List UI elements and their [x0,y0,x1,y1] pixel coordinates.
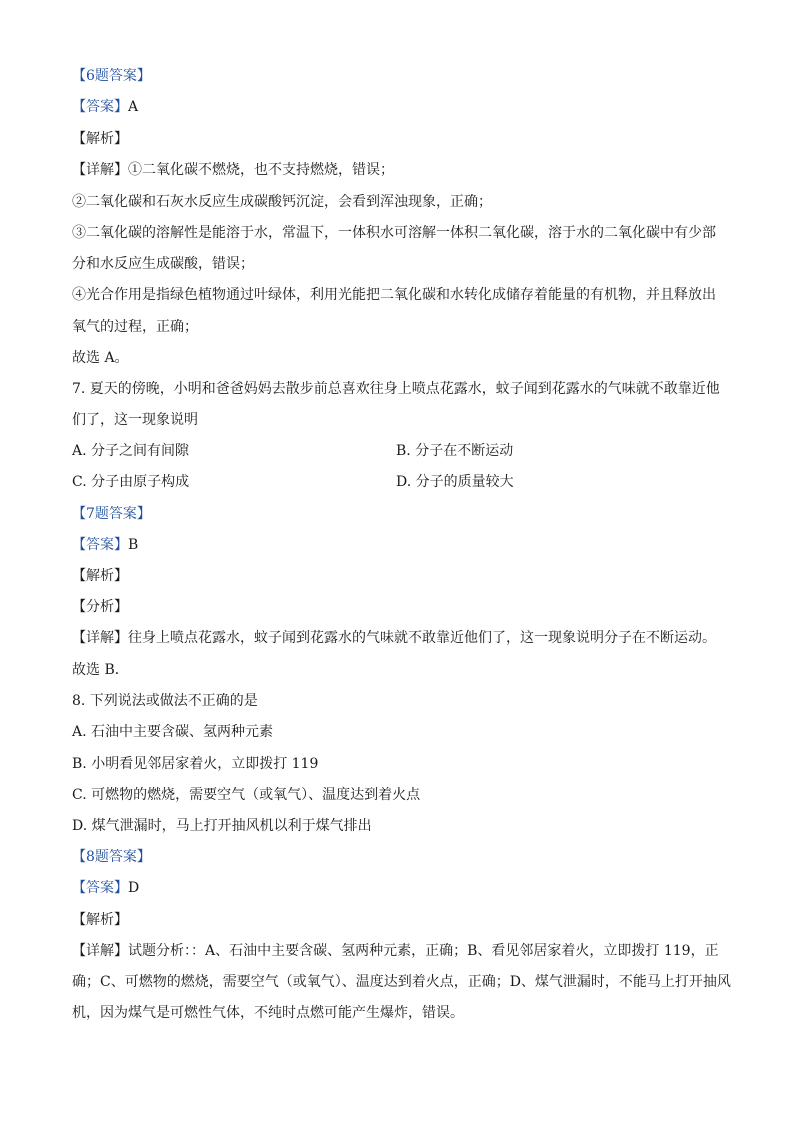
q8-detail-line-1 [72,941,732,961]
q8-stem: 8. 下列说法或做法不正确的是 [72,693,258,709]
detail-text: 往身上喷点花露水，蚊子闻到花露水的气味就不敢靠近他们了，这一现象说明分子在不断运动。 [128,630,716,646]
answer-value: D [128,880,140,896]
q7-stem-line-2: 们了，这一现象说明 [72,412,198,428]
q7-options-row-1 [72,441,732,461]
q7-conclusion: 故选 B． [72,662,129,678]
q7-answer-title: 【7题答案】 [72,506,151,522]
answer-value: A [128,99,139,115]
q8-analysis-label: 【解析】 [72,912,128,928]
q6-conclusion: 故选 A。 [72,350,129,366]
q7-fenxi-label: 【分析】 [72,599,128,615]
answer-value: B [128,537,139,553]
q8-option-b[interactable]: B. 小明看见邻居家着火，立即拨打 119 [72,756,319,772]
q7-option-a[interactable]: A. 分子之间有间隙 [72,443,190,459]
q6-detail-line-5: ④光合作用是指绿色植物通过叶绿体，利用光能把二氧化碳和水转化成储存着能量的有机物，并且释放出 [72,287,716,303]
detail-text: 试题分析：：A、石油中主要含碳、氢两种元素，正确；B、看见邻居家着火，立即拨打 119，正 [128,943,719,959]
q6-answer-line [72,97,732,117]
answer-label: 【答案】 [72,99,128,115]
q6-detail-line-1 [72,160,732,180]
q6-detail-line-2: ②二氧化碳和石灰水反应生成碳酸钙沉淀，会看到浑浊现象，正确； [72,194,492,210]
q8-option-c[interactable]: C. 可燃物的燃烧，需要空气（或氧气）、温度达到着火点 [72,787,421,803]
q8-option-d[interactable]: D. 煤气泄漏时，马上打开抽风机以利于煤气排出 [72,818,372,834]
q7-option-b[interactable]: B. 分子在不断运动 [396,443,514,459]
q6-detail-line-4: 分和水反应生成碳酸，错误； [72,256,254,272]
detail-label: 【详解】 [72,943,128,959]
detail-label: 【详解】 [72,630,128,646]
q8-answer-line [72,878,732,898]
answer-label: 【答案】 [72,537,128,553]
q8-detail-line-2: 确；C、可燃物的燃烧，需要空气（或氧气）、温度达到着火点，正确；D、煤气泄漏时，不能马上打开抽风 [72,974,731,990]
q6-answer-title: 【6题答案】 [72,68,151,84]
q6-detail-line-3: ③二氧化碳的溶解性是能溶于水，常温下，一体积水可溶解一体积二氧化碳，溶于水的二氧化碳中有少部 [72,225,716,241]
q7-options-row-2 [72,472,732,492]
q7-stem-line-1: 7. 夏天的傍晚，小明和爸爸妈妈去散步前总喜欢往身上喷点花露水，蚊子闻到花露水的气味就不敢靠近他 [72,381,720,397]
q7-option-d[interactable]: D. 分子的质量较大 [396,474,514,490]
q6-analysis-label: 【解析】 [72,131,128,147]
answer-label: 【答案】 [72,880,128,896]
q7-option-c[interactable]: C. 分子由原子构成 [72,474,190,490]
q8-detail-line-3: 机，因为煤气是可燃性气体，不纯时点燃可能产生爆炸，错误。 [72,1005,464,1021]
detail-text: ①二氧化碳不燃烧，也不支持燃烧，错误； [128,162,394,178]
q7-detail-line [72,628,732,648]
q8-answer-title: 【8题答案】 [72,849,151,865]
q7-analysis-label: 【解析】 [72,568,128,584]
q8-option-a[interactable]: A. 石油中主要含碳、氢两种元素 [72,724,274,740]
detail-label: 【详解】 [72,162,128,178]
q6-detail-line-6: 氧气的过程，正确； [72,319,198,335]
q7-answer-line [72,535,732,555]
